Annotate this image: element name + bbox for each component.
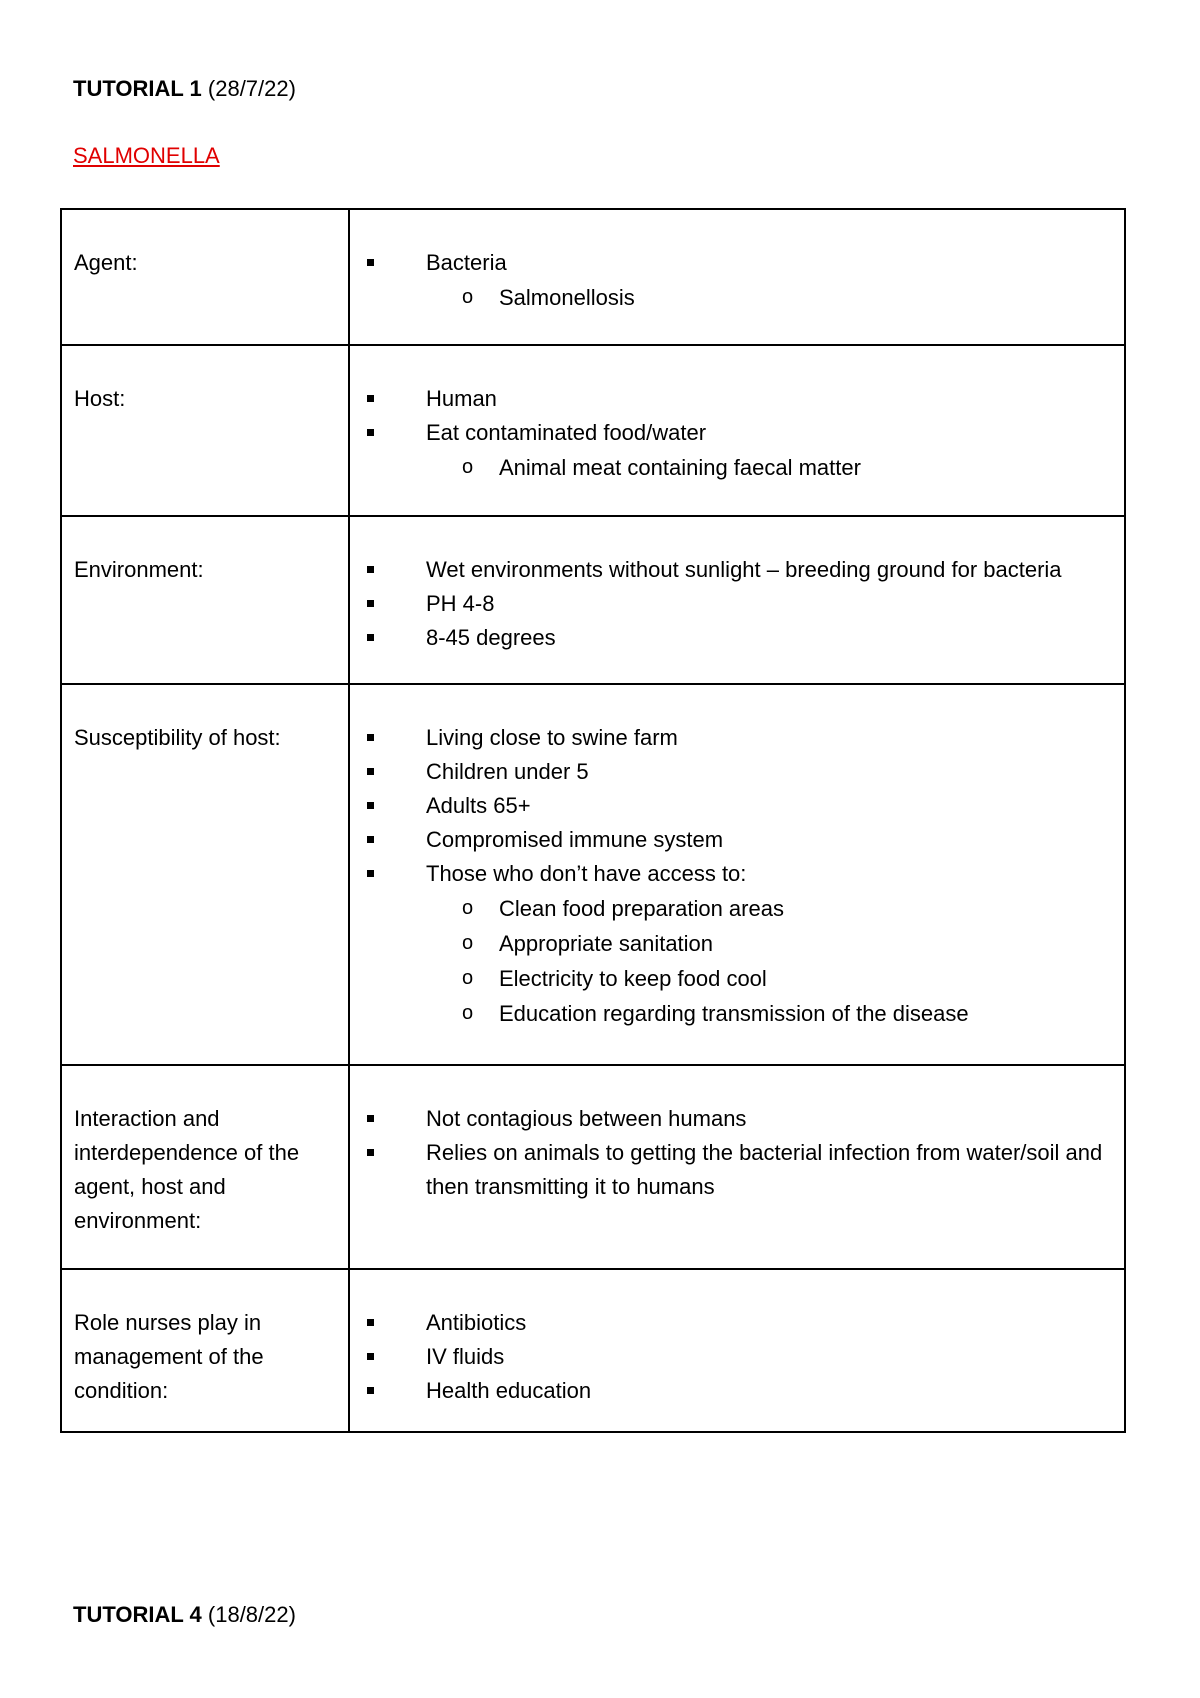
bullet-item xyxy=(426,1136,1112,1204)
bullet-item xyxy=(426,587,1112,621)
tutorial-4-date: (18/8/22) xyxy=(207,1602,296,1627)
row-label: Host: xyxy=(61,345,349,516)
sub-bullet-item: o Education regarding transmission of the disease xyxy=(499,996,1112,1031)
sub-bullet-list xyxy=(426,891,1112,1031)
sub-bullet-list xyxy=(426,280,1112,315)
bullet-text: Human xyxy=(426,386,497,411)
bullet-text: PH 4-8 xyxy=(426,591,495,616)
row-content xyxy=(349,1269,1125,1432)
section-title: SALMONELLA xyxy=(73,143,220,168)
bullet-item xyxy=(426,382,1112,416)
row-label: Interaction and interdependence of the agent, host and environment: xyxy=(61,1065,349,1269)
bullet-text: IV fluids xyxy=(426,1344,505,1369)
bullet-text: Relies on animals to getting the bacterial infection from water/soil and then transmitting it to humans xyxy=(426,1140,1103,1199)
bullet-item xyxy=(426,755,1112,789)
table-row xyxy=(61,516,1125,684)
bullet-text: Antibiotics xyxy=(426,1310,527,1335)
bullet-text: Children under 5 xyxy=(426,759,589,784)
bullet-item xyxy=(426,416,1112,485)
row-label: Environment: xyxy=(61,516,349,684)
table-row xyxy=(61,684,1125,1065)
tutorial-4-heading xyxy=(73,1600,296,1630)
bullet-text: Not contagious between humans xyxy=(426,1106,747,1131)
bullet-list xyxy=(362,553,1112,655)
bullet-list xyxy=(362,1306,1112,1408)
bullet-item xyxy=(426,1306,1112,1340)
bullet-list xyxy=(362,721,1112,1031)
row-content xyxy=(349,684,1125,1065)
bullet-item xyxy=(426,246,1112,315)
bullet-item xyxy=(426,553,1112,587)
salmonella-table xyxy=(60,208,1126,1433)
tutorial-1-date: (28/7/22) xyxy=(207,76,296,101)
table-body xyxy=(61,209,1125,1432)
sub-bullet-item: o Clean food preparation areas xyxy=(499,891,1112,926)
tutorial-1-label: TUTORIAL 1 xyxy=(73,76,202,101)
sub-bullet-item: o Electricity to keep food cool xyxy=(499,961,1112,996)
bullet-text: Wet environments without sunlight – breeding ground for bacteria xyxy=(426,557,1062,582)
row-content xyxy=(349,345,1125,516)
bullet-item xyxy=(426,1102,1112,1136)
bullet-item xyxy=(426,823,1112,857)
sub-bullet-item: o Appropriate sanitation xyxy=(499,926,1112,961)
bullet-item xyxy=(426,721,1112,755)
table-row xyxy=(61,1269,1125,1432)
table-row xyxy=(61,345,1125,516)
sub-bullet-item: o Salmonellosis xyxy=(499,280,1112,315)
bullet-text: Compromised immune system xyxy=(426,827,724,852)
row-content xyxy=(349,1065,1125,1269)
tutorial-4-label: TUTORIAL 4 xyxy=(73,1602,202,1627)
bullet-list xyxy=(362,246,1112,315)
sub-bullet-list xyxy=(426,450,1112,485)
bullet-item xyxy=(426,789,1112,823)
bullet-list xyxy=(362,382,1112,485)
bullet-item xyxy=(426,621,1112,655)
row-content xyxy=(349,516,1125,684)
table-row xyxy=(61,209,1125,345)
bullet-text: Living close to swine farm xyxy=(426,725,678,750)
row-label: Agent: xyxy=(61,209,349,345)
row-content xyxy=(349,209,1125,345)
bullet-item xyxy=(426,857,1112,1031)
row-label: Role nurses play in management of the condition: xyxy=(61,1269,349,1432)
bullet-text: Bacteria xyxy=(426,250,507,275)
tutorial-1-heading xyxy=(73,74,296,104)
bullet-text: Eat contaminated food/water xyxy=(426,420,707,445)
bullet-text: Adults 65+ xyxy=(426,793,531,818)
bullet-list xyxy=(362,1102,1112,1204)
bullet-text: 8-45 degrees xyxy=(426,625,556,650)
sub-bullet-item: o Animal meat containing faecal matter xyxy=(499,450,1112,485)
bullet-item xyxy=(426,1374,1112,1408)
table-row xyxy=(61,1065,1125,1269)
bullet-text: Those who don’t have access to: xyxy=(426,861,747,886)
bullet-text: Health education xyxy=(426,1378,592,1403)
row-label: Susceptibility of host: xyxy=(61,684,349,1065)
bullet-item xyxy=(426,1340,1112,1374)
